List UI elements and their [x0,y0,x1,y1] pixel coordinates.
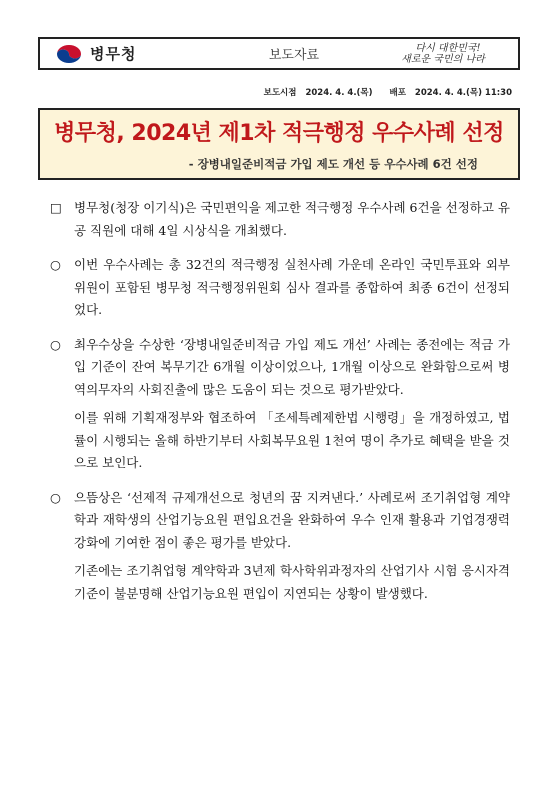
paragraph-4 [50,487,510,555]
slogan-line-1: 다시 대한민국! [415,42,481,54]
page-title: 병무청, 2024년 제1차 적극행정 우수사례 선정 [54,121,504,146]
title-box [38,108,520,180]
release-label: 보도시점 [263,88,297,98]
org-name: 병무청 [90,45,137,63]
slogan-line-2: 새로운 국민의 나라 [401,53,485,65]
press-release-label: 보도자료 [268,48,320,63]
paragraph-text: 최우수상을 수상한 ‘장병내일준비적금 가입 제도 개선’ 사례는 종전에는 적금 가입 기준이 잔여 복무기간 6개월 이상이었으나, 1개월 이상으로 완화함으로써 병역의무자의 사회진출에 많은 도움이 되는 것으로 평가받았다. [74,336,510,397]
release-date: 2024. 4. 4.(목) [305,88,373,98]
press-header [38,37,520,70]
org-logo [54,43,204,65]
paragraph-2 [50,254,510,322]
paragraph-text: 으뜸상은 ‘선제적 규제개선으로 청년의 꿈 지켜낸다.’ 사례로써 조기취업형 계약학과 재학생의 산업기능요원 편입요건을 완화하여 우수 인재 활용과 기업경쟁력 강화에 기여한 점이 좋은 평가를 받았다. [74,489,510,550]
release-info [258,86,512,98]
paragraph-1 [50,197,510,242]
distribute-label: 배포 [389,88,406,98]
circle-bullet-icon: ○ [50,257,61,272]
paragraph-3-continued: 이를 위해 기획재정부와 협조하여 「조세특례제한법 시행령」을 개정하였고, 법률이 시행되는 올해 하반기부터 사회복무요원 1천여 명이 추가로 혜택을 받을 것으로 보인다. [74,410,510,470]
paragraph-3 [50,334,510,402]
paragraph-text: 병무청(청장 이기식)은 국민편익을 제고한 적극행정 우수사례 6건을 선정하고 유공 직원에 대해 4일 시상식을 개최했다. [74,200,510,238]
circle-bullet-icon: ○ [50,489,61,505]
distribute-date: 2024. 4. 4.(목) 11:30 [414,88,512,98]
circle-bullet-icon: ○ [50,336,61,352]
document-body [50,197,510,617]
paragraph-text: 이번 우수사례는 총 32건의 적극행정 실천사례 가운데 온라인 국민투표와 외부위원이 포함된 병무청 적극행정위원회 심사 결과를 종합하여 최종 6건이 선정되었다. [74,257,510,317]
page-subtitle: - 장병내일준비적금 가입 제도 개선 등 우수사례 6건 선정 [188,157,478,171]
paragraph-4-continued: 기존에는 조기취업형 계약학과 3년제 학사학위과정자의 산업기사 시험 응시자격 기준이 불분명해 산업기능요원 편입이 지연되는 상황이 발생했다. [74,563,510,601]
taegeuk-logo-icon [54,43,84,65]
square-bullet-icon: □ [50,200,62,215]
government-slogan [378,43,508,65]
